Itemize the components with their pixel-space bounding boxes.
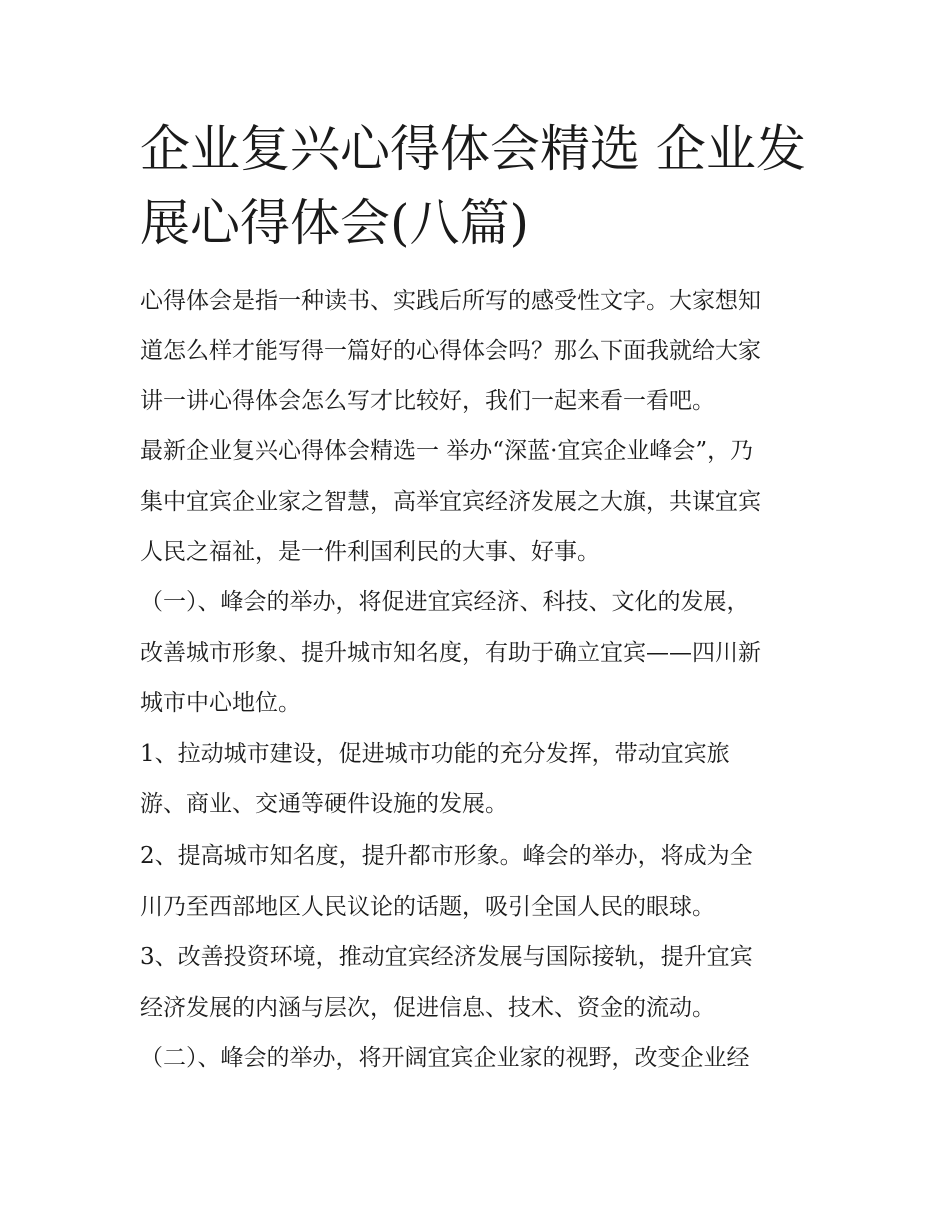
body-line-3: 讲一讲心得体会怎么写才比较好，我们一起来看一看吧。: [140, 388, 715, 414]
document-title: [140, 112, 830, 260]
body-line-7: （一）、峰会的举办，将促进宜宾经济、科技、文化的发展，: [140, 589, 750, 615]
body-line-8: 改善城市形象、提升城市知名度，有助于确立宜宾——四川新: [140, 640, 761, 666]
body-line-6: 人民之福祉，是一件利国利民的大事、好事。: [140, 539, 600, 565]
body-line-13: 川乃至西部地区人民议论的话题，吸引全国人民的眼球。: [140, 894, 715, 920]
body-line-15: 经济发展的内涵与层次，促进信息、技术、资金的流动。: [140, 995, 715, 1021]
body-line-14: 3、改善投资环境，推动宜宾经济发展与国际接轨，提升宜宾: [140, 944, 753, 970]
body-line-9: 城市中心地位。: [140, 690, 301, 716]
body-line-4: 最新企业复兴心得体会精选一 举办“深蓝·宜宾企业峰会”，乃: [140, 438, 754, 464]
body-line-5: 集中宜宾企业家之智慧，高举宜宾经济发展之大旗，共谋宜宾: [140, 489, 761, 515]
body-line-11: 游、商业、交通等硬件设施的发展。: [140, 791, 508, 817]
body-line-16: （二）、峰会的举办，将开阔宜宾企业家的视野，改变企业经: [140, 1045, 750, 1071]
title-line-1: 企业复兴心得体会精选 企业发: [140, 120, 806, 178]
body-line-2: 道怎么样才能写得一篇好的心得体会吗？那么下面我就给大家: [140, 338, 761, 364]
body-line-12: 2、提高城市知名度，提升都市形象。峰会的举办，将成为全: [140, 843, 753, 869]
body-line-10: 1、拉动城市建设，促进城市功能的充分发挥，带动宜宾旅: [140, 741, 730, 767]
body-line-1: 心得体会是指一种读书、实践后所写的感受性文字。大家想知: [140, 288, 761, 314]
title-line-2: 展心得体会(八篇): [140, 194, 530, 252]
